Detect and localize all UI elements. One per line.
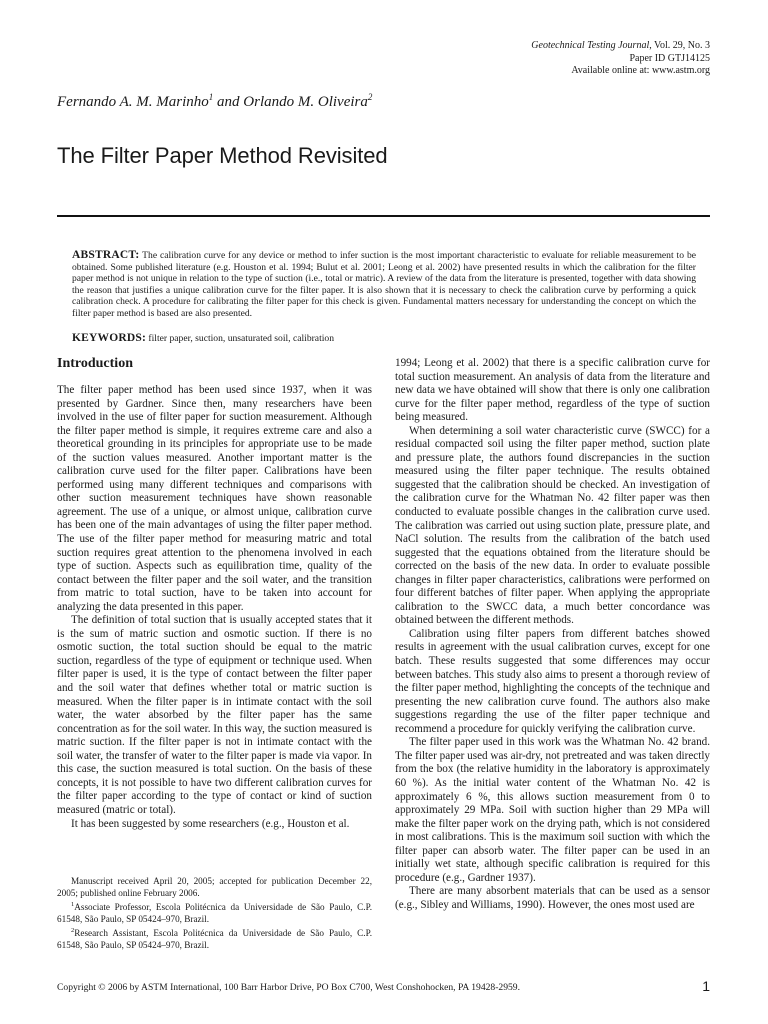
paper-id: Paper ID GTJ14125 bbox=[629, 52, 710, 64]
title-divider bbox=[57, 215, 710, 217]
author-conjunction: and bbox=[213, 94, 244, 110]
body-paragraph: When determining a soil water characteristic curve (SWCC) for a residual compacted soil using the filter paper method, suction plate and pressure plate, the authors found discrepancies in the suction measured using the filter paper technique. The results obtained suggested that the calibration should be checked. An investigation of the calibration curve for the Whatman No. 42 filter paper was then conducted to evaluate possible changes in the calibration curve used. The calibration was carried out using suction plate, pressure plate, and NaCl solution. The results from the calibration of the batch used suggested that the equations obtained from the literature should be corrected on the basis of the new data. In order to evaluate possible changes in filter paper characteristics, calibrations were performed on four different batches of filter paper. When applying the appropriate calibration to the SWCC data, a much better concordance was obtained between the different methods. bbox=[395, 424, 710, 627]
footnote-2-text: Research Assistant, Escola Politécnica da Universidade de São Paulo, C.P. 61548, São Paulo, SP 05424–970, Brazil. bbox=[57, 928, 372, 951]
footnote-2-mark: 2 bbox=[71, 927, 75, 935]
manuscript-dates-note: Manuscript received April 20, 2005; accepted for publication December 22, 2005; published online February 2006. bbox=[57, 876, 372, 898]
author-2-affiliation-mark: 2 bbox=[367, 92, 373, 102]
page-number: 1 bbox=[702, 978, 710, 994]
left-column bbox=[57, 356, 372, 831]
footnote-1-text: Associate Professor, Escola Politécnica da Universidade de São Paulo, C.P. 61548, São Paulo, SP 05424–970, Brazil. bbox=[57, 902, 372, 925]
abstract-text: The calibration curve for any device or method to infer suction is the most important characteristic to evaluate for reliable measurement to be obtained. Some published literature (e.g. Houston et al. 1994; Bulut et al. 2001; Leong et al. 2002) have presented results in which the calibration for the filter paper method is not unique in relation to the type of suction (i.e., total or matric). A review of the data from the literature is presented, together with data showing the reason that justifies a unique calibration curve for the filter paper. It is also shown that it is necessary to check the calibration curve by performing a quick calibration check. A procedure for calibrating the filter paper for this check is given. Fundamental matters necessary for understanding the concept on which the filter paper method is based are also presented. bbox=[72, 250, 696, 319]
journal-citation bbox=[531, 40, 710, 53]
abstract-label: ABSTRACT: bbox=[72, 249, 140, 261]
right-column bbox=[395, 357, 710, 912]
footnote-2 bbox=[57, 925, 372, 951]
keywords-text: filter paper, suction, unsaturated soil, calibration bbox=[148, 333, 334, 344]
body-paragraph: Calibration using filter papers from different batches showed results in agreement with the usual calibration curves, except for one batch. These results suggested that some differences may occur between batches. This study also aims to present a thorough review of the filter paper method, highlighting the concepts of the technique and presenting the new calibration curve found. The authors also make suggestions regarding the use of the filter paper technique and recommend a procedure for quickly verifying the calibration curve. bbox=[395, 627, 710, 735]
copyright-notice: Copyright © 2006 by ASTM International, 100 Barr Harbor Drive, PO Box C700, West Conshohocken, PA 19428-2959. bbox=[57, 982, 520, 993]
journal-volume: , Vol. 29, No. 3 bbox=[649, 40, 710, 51]
footnote-1 bbox=[57, 899, 372, 925]
body-paragraph: The definition of total suction that is usually accepted states that it is the sum of matric suction and osmotic suction. If there is no osmotic suction, the total suction should be equal to the matric suction, regardless of the type of equipment or technique used. When filter paper is used, it is the type of contact between the filter paper and the soil water that defines whether total or matric suction is measured. When the filter paper is in intimate contact with the soil water, the water absorbed by the filter paper has the same concentration as for the soil water. In this way, the suction measured is matric suction. If the filter paper is not in intimate contact with the soil water, the transfer of water to the filter paper is made via vapor. In this case, the suction measured is total suction. On the basis of these concepts, it is not possible to have two different calibration curves for the filter paper according to the type of contact or kind of suction measured (matric or total). bbox=[57, 614, 372, 816]
paper-title: The Filter Paper Method Revisited bbox=[57, 143, 388, 168]
body-paragraph: The filter paper used in this work was the Whatman No. 42 brand. The filter paper used was air-dry, not pretreated and was taken directly from the box (the relative humidity in the laboratory is approximately 60 %). As the initial water content of the Whatman No. 42 is approximately 6 %, this allows suction measurement from 0 to approximately 29 MPa. Soil with suction higher than 29 MPa will make the filter paper work on the drying path, which is not considered in most calibrations. This is the maximum soil suction with which the filter paper can absorb water. The filter paper can be used in an initially wet state, although specific calibration is required for this procedure (e.g., Gardner 1937). bbox=[395, 736, 710, 884]
author-line bbox=[57, 92, 372, 111]
author-1-affiliation-mark: 1 bbox=[208, 92, 214, 102]
footnote-1-mark: 1 bbox=[71, 901, 75, 908]
body-paragraph: The filter paper method has been used since 1937, when it was presented by Gardner. Since then, many researchers have been involved in the use of filter paper for suction measurement. Although the filter paper method is simple, it requires extreme care and also a theoretical grounding in its principles for appropriate use to be made of the suction values measured. Another important matter is the calibration curve used for the filter paper. Calibrations have been performed using many different techniques and comparisons with other suction measurement techniques have shown reasonable agreement. The use of a unique, or almost unique, calibration curve has been one of the main advantages of using the filter paper method. The use of the filter paper method for measuring matric and total suction requires great attention to the phenomena involved in each type of suction. Aspects such as equilibration time, quality of the contact between the filter paper and the soil water, and the transition from matric to total suction, have to be taken into account for analyzing the data presented in this paper. bbox=[57, 384, 372, 613]
availability-note: Available online at: www.astm.org bbox=[571, 65, 710, 76]
keywords-label: KEYWORDS: bbox=[72, 332, 147, 344]
author-1: Fernando A. M. Marinho bbox=[57, 94, 209, 110]
body-paragraph: It has been suggested by some researchers (e.g., Houston et al. bbox=[71, 817, 350, 830]
keywords bbox=[72, 332, 696, 344]
body-paragraph: There are many absorbent materials that can be used as a sensor (e.g., Sibley and Williams, 1990). However, the ones most used are bbox=[395, 885, 710, 911]
section-heading-introduction: Introduction bbox=[57, 356, 133, 371]
author-2: Orlando M. Oliveira bbox=[243, 94, 368, 110]
abstract bbox=[72, 250, 696, 319]
journal-header bbox=[531, 40, 710, 78]
journal-name: Geotechnical Testing Journal bbox=[531, 40, 650, 51]
footnotes bbox=[57, 875, 372, 951]
body-paragraph: 1994; Leong et al. 2002) that there is a specific calibration curve for total suction measurement. An analysis of data from the literature and new data we have obtained will show that there is only one calibration curve for the filter paper method, regardless of the type of suction being measured. bbox=[395, 357, 710, 424]
